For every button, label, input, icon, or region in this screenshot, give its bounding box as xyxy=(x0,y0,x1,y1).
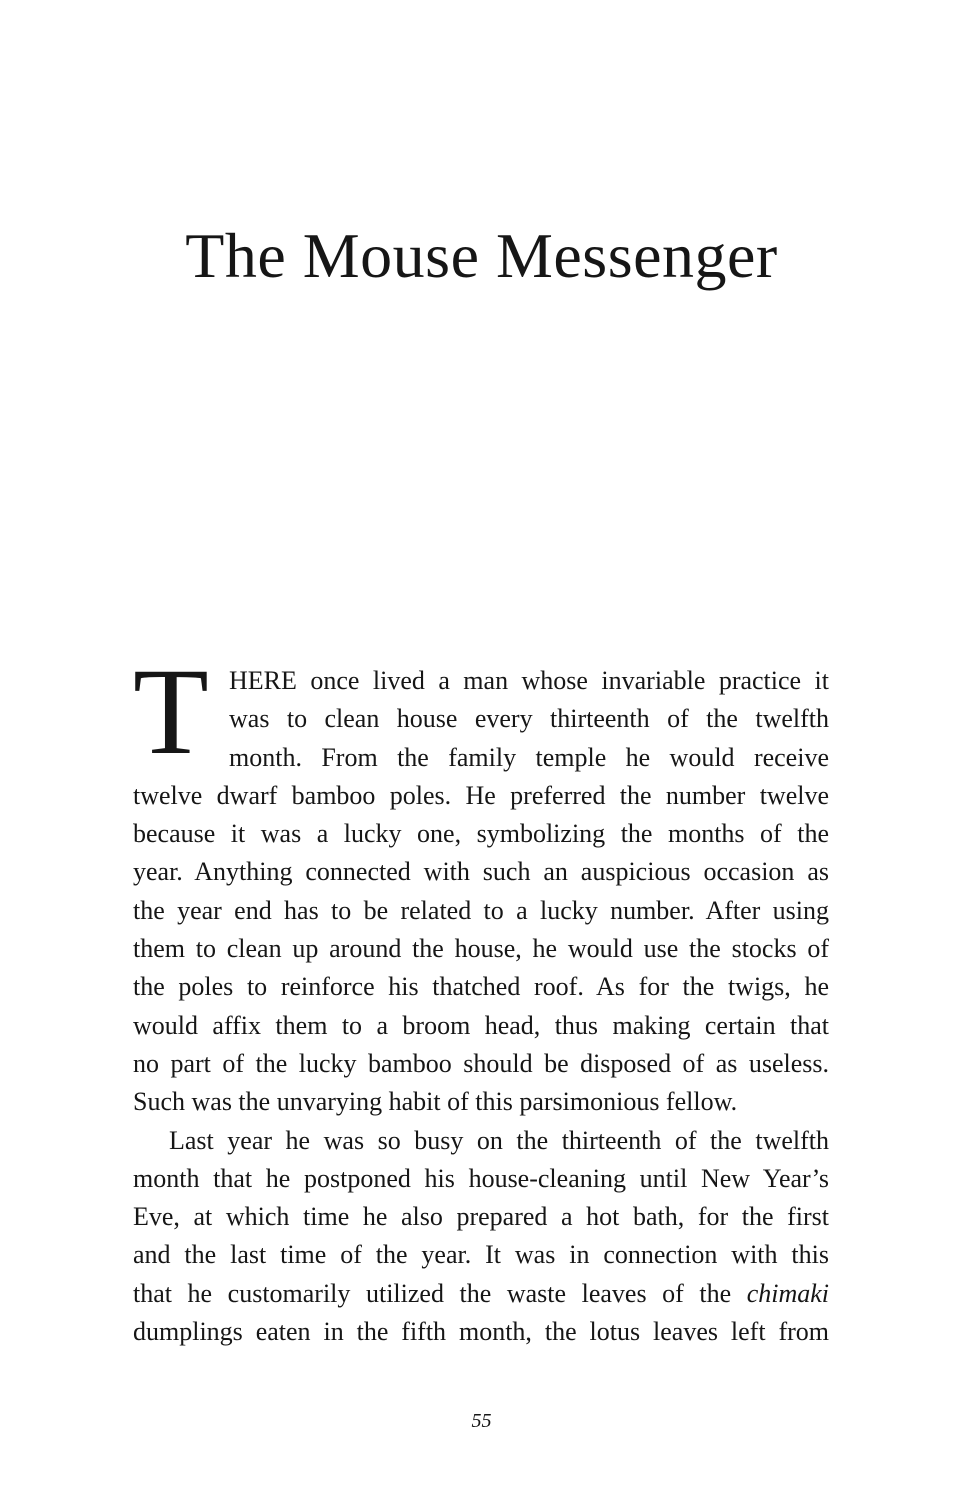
text-line: Eve, at which time he also prepared a hot bath, for the first xyxy=(133,1202,829,1232)
text-line: Last year he was so busy on the thirteenth of the twelfth xyxy=(169,1125,829,1155)
text-line: because it was a lucky one, symbolizing the months of the xyxy=(133,819,829,849)
text-line: Such was the unvarying habit of this parsimonious fellow. xyxy=(133,1087,738,1117)
text-line: dumplings eaten in the fifth month, the lotus leaves left from xyxy=(133,1317,829,1347)
text-line: HERE once lived a man whose invariable practice it xyxy=(229,666,829,695)
italic-term: chimaki xyxy=(746,1278,829,1308)
text-line: month. From the family temple he would receive xyxy=(229,742,829,772)
text-line: and the last time of the year. It was in connection with this xyxy=(133,1240,829,1270)
chapter-title: The Mouse Messenger xyxy=(185,220,778,291)
text-line: the poles to reinforce his thatched roof. As for the twigs, he xyxy=(133,972,829,1002)
text-line: month that he postponed his house-cleaning until New Year’s xyxy=(133,1163,829,1193)
text-segment: that he customarily utilized the waste leaves of the xyxy=(133,1278,747,1308)
text-line: them to clean up around the house, he would use the stocks of xyxy=(133,934,829,964)
text-line: would affix them to a broom head, thus making certain that xyxy=(133,1010,829,1040)
text-line xyxy=(133,1275,829,1313)
text-line: twelve dwarf bamboo poles. He preferred the number twelve xyxy=(133,780,829,810)
text-line: the year end has to be related to a lucky number. After using xyxy=(133,895,829,925)
text-line: year. Anything connected with such an auspicious occasion as xyxy=(133,857,829,887)
text-line: was to clean house every thirteenth of the twelfth xyxy=(229,704,829,734)
drop-cap: T xyxy=(133,643,209,780)
page-number: 55 xyxy=(471,1410,492,1432)
body-text xyxy=(133,643,829,1351)
text-line: no part of the lucky bamboo should be disposed of as useless. xyxy=(133,1048,829,1078)
